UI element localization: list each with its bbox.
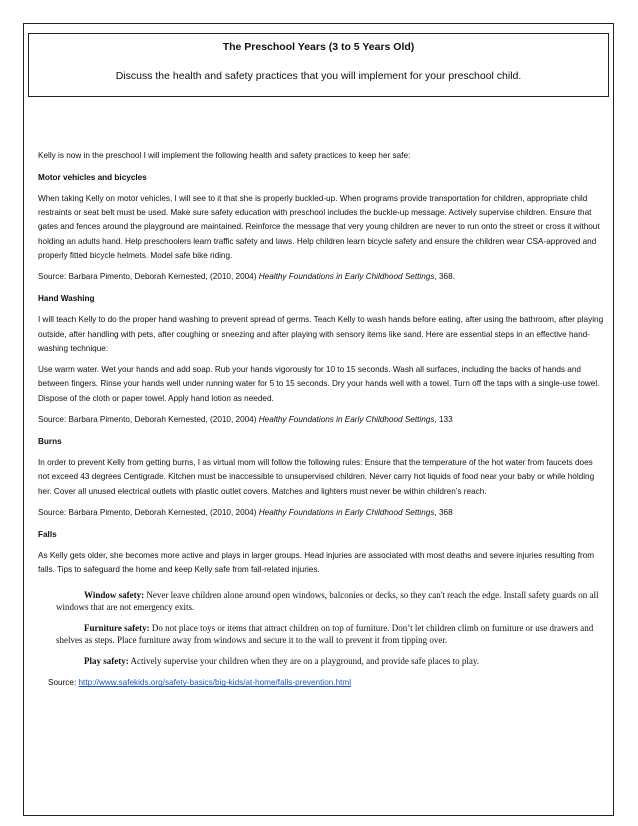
tip-label: Play safety:	[84, 656, 129, 667]
source-suffix: , 368.	[434, 272, 455, 282]
tip-window-safety	[38, 589, 606, 613]
tip-furniture-safety	[38, 622, 606, 646]
page-subtitle: Discuss the health and safety practices that you will implement for your preschool child.	[115, 70, 522, 82]
source-prefix: Source:	[48, 678, 79, 688]
tip-label: Window safety:	[84, 590, 145, 601]
source-citation-falls	[38, 676, 606, 690]
source-link[interactable]: http://www.safekids.org/safety-basics/big-kids/at-home/falls-prevention.html	[78, 678, 352, 688]
section-body-falls: As Kelly gets older, she becomes more active and plays in larger groups. Head injuries are associated with most deaths and severe injuries resulting from falls. Tips to safeguard the home and keep Kelly safe from fall-related injuries.	[38, 551, 595, 575]
source-prefix: Source: Barbara Pimento, Deborah Kernested, (2010, 2004)	[38, 508, 259, 518]
source-book-title: Healthy Foundations in Early Childhood Settings	[258, 272, 435, 282]
tip-text: Actively supervise your children when they are on a playground, and provide safe places to play.	[128, 656, 480, 667]
section-heading-falls: Falls	[38, 529, 57, 539]
source-citation-burns	[38, 506, 606, 520]
section-heading-handwashing: Hand Washing	[38, 293, 95, 303]
section-heading-burns: Burns	[38, 436, 62, 446]
source-prefix: Source: Barbara Pimento, Deborah Kernested, (2010, 2004)	[38, 272, 259, 282]
section-body-motor: When taking Kelly on motor vehicles, I will see to it that she is properly buckled-up. When programs provide transportation for children, appropriate child restraints or seat belt must be used. Make sure safety education with preschool includes the buckle-up message. Actively supervise children. Ensure that gates and fences around the playground are maintained. Reinforce the message that very young children are never to run onto the street or cross it without holding an adults hand. Help preschoolers learn traffic safety and laws. Help children learn bicycle safety and ensure the children wear CSA-approved and properly fitted bicycle helmets. Model safe bike riding.	[38, 194, 600, 260]
source-prefix: Source: Barbara Pimento, Deborah Kernested, (2010, 2004)	[38, 415, 259, 425]
source-book-title: Healthy Foundations in Early Childhood Settings	[258, 508, 435, 518]
tip-text: Never leave children alone around open windows, balconies or decks, so they can't reach the edge. Install safety guards on all windows that are not emergency exits.	[56, 590, 599, 613]
source-book-title: Healthy Foundations in Early Childhood Settings	[258, 415, 435, 425]
section-body-burns: In order to prevent Kelly from getting burns, I as virtual mom will follow the following rules: Ensure that the temperature of the hot water from faucets does not exceed 43 degrees Centigrade. Kitchen must be inaccessible to unsupervised children. Never carry hot liquids of food near your baby or while holding her. Cover all unused electrical outlets with plastic outlet covers. Matches and lighters must never be within children’s reach.	[38, 458, 595, 496]
source-suffix: , 133	[434, 415, 453, 425]
source-suffix: , 368	[434, 508, 453, 518]
header-box	[28, 33, 609, 97]
section-body-handwashing-steps: Use warm water. Wet your hands and add soap. Rub your hands vigorously for 10 to 15 seconds. Wash all surfaces, including the backs of hands and between fingers. Rinse your hands well under running water for 5 to 15 seconds. Dry your hands well with a towel. Turn off the taps with a single-use towel. Dispose of the cloth or paper towel. Apply hand lotion as needed.	[38, 365, 600, 403]
tip-label: Furniture safety:	[84, 623, 150, 634]
section-heading-motor: Motor vehicles and bicycles	[38, 172, 147, 182]
tip-play-safety	[38, 655, 606, 667]
intro-paragraph: Kelly is now in the preschool I will implement the following health and safety practices to keep her safe:	[38, 151, 411, 160]
tip-text: Do not place toys or items that attract children on top of furniture. Don’t let children climb on furniture or use drawers and shelves as steps. Place furniture away from windows and secure it to the wall to prevent it from tipping over.	[56, 623, 594, 646]
section-body-handwashing: I will teach Kelly to do the proper hand washing to prevent spread of germs. Teach Kelly to wash hands before eating, after using the bathroom, after playing outside, after handling with pets, after coughing or sneezing and after playing with sensory items like sand. Here are essential steps in an effective hand-washing technique:	[38, 315, 604, 353]
source-citation-handwashing	[38, 413, 606, 427]
document-body	[38, 149, 606, 698]
page-title: The Preschool Years (3 to 5 Years Old)	[222, 41, 415, 53]
source-citation-motor	[38, 270, 606, 284]
